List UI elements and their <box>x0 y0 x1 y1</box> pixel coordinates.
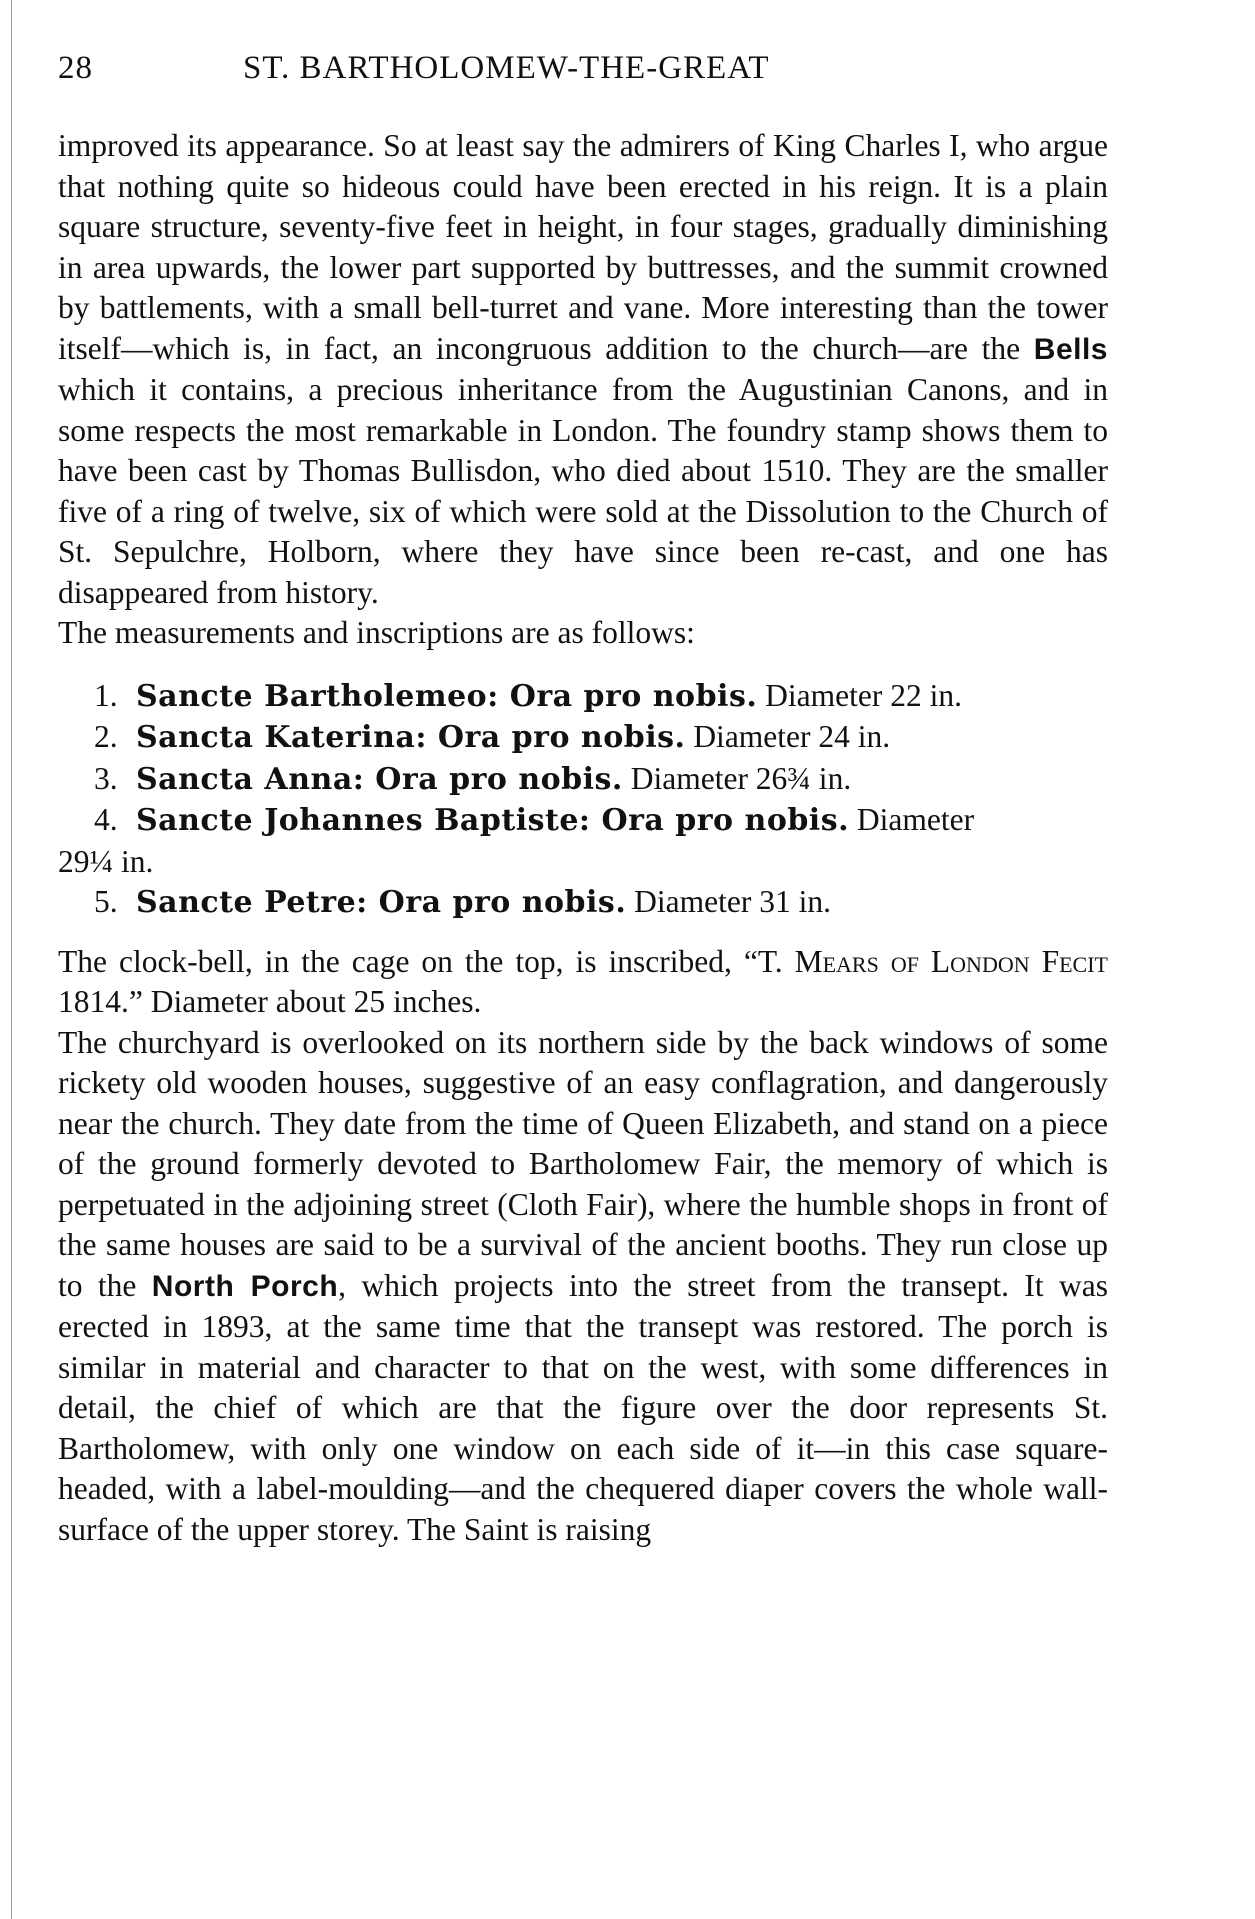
bell-inscription: Sancte Bartholemeo: Ora pro nobis. <box>136 678 758 714</box>
paragraph-churchyard <box>58 1023 1108 1551</box>
page-number: 28 <box>58 50 93 86</box>
bell-item-2 <box>58 717 1108 759</box>
bell-diameter: Diameter 26¾ in. <box>630 760 852 796</box>
bell-inscription: Sancte Johannes Baptiste: Ora pro nobis. <box>136 803 850 838</box>
bell-number: 4. <box>94 802 118 837</box>
bold-term-bells: Bells <box>1033 332 1108 366</box>
bell-number: 2. <box>94 719 118 754</box>
bell-diameter-continuation: 29¼ in. <box>58 843 154 879</box>
paragraph-text: improved its appearance. So at least say the admirers of King Charles I, who argue that nothing quite so hideous could have been erected in his reign. It is a plain square structure, seventy-five feet in height, in four stages, gradually diminishing in area upwards, the lower part supported by buttresses, and the summit crowned by battlements, with a small bell-turret and vane. More interesting than the tower itself—which is, in fact, an incongruous addition to the church—are the <box>58 128 1108 366</box>
clock-bell-text-rest: 1814.” Diameter about 25 inches. <box>58 984 482 1019</box>
bell-list <box>58 676 1108 924</box>
bell-item-3 <box>58 759 1108 801</box>
bell-number: 3. <box>94 760 118 796</box>
bell-inscription: Sancta Anna: Ora pro nobis. <box>136 761 623 797</box>
measurements-lead: The measurements and inscriptions are as follows: <box>58 615 695 650</box>
bell-diameter: Diameter 22 in. <box>765 677 962 713</box>
paragraph-text-rest: which it contains, a precious inheritance from the Augustinian Canons, and in some respects the most remarkable in London. The foundry stamp shows them to have been cast by Thomas Bullisdon, who died about 1510. They are the smaller five of a ring of twelve, six of which were sold at the Dissolution to the Church of St. Sepulchre, Holborn, where they have since been re-cast, and one has disappeared from history. <box>58 372 1108 610</box>
page-edge-rule <box>11 0 12 1919</box>
bell-inscription: Sancta Katerina: Ora pro nobis. <box>136 720 686 755</box>
paragraph-clock-bell <box>58 942 1108 1023</box>
bell-number: 5. <box>94 884 118 919</box>
bell-item-1 <box>58 676 1108 718</box>
bell-number: 1. <box>94 677 118 713</box>
book-page <box>58 50 1108 1550</box>
paragraph-bells-intro <box>58 126 1108 613</box>
running-title: ST. BARTHOLOMEW-THE-GREAT <box>243 50 770 86</box>
clock-bell-inscription: T. Mears of London Fecit <box>757 943 1108 979</box>
bell-diameter: Diameter 24 in. <box>693 719 891 754</box>
bell-diameter: Diameter 31 in. <box>634 884 831 919</box>
clock-bell-text: The clock-bell, in the cage on the top, is inscribed, “ <box>58 943 758 979</box>
bell-item-4 <box>58 800 1108 882</box>
paragraph-text: The churchyard is overlooked on its northern side by the back windows of some rickety old wooden houses, suggestive of an easy conflagration, and dangerously near the church. They date from the time of Queen Elizabeth, and stand on a piece of the ground formerly devoted to Bartholomew Fair, the memory of which is perpetuated in the adjoining street (Cloth Fair), where the humble shops in front of the same houses are said to be a survival of the ancient booths. They run close up to the <box>58 1024 1108 1303</box>
bell-diameter: Diameter <box>856 802 975 837</box>
running-head <box>58 50 1108 94</box>
bell-inscription: Sancte Petre: Ora pro nobis. <box>136 885 627 920</box>
paragraph-text-rest: , which projects into the street from the transept. It was erected in 1893, at the same time that the transept was restored. The porch is similar in material and character to that on the west, with some differences in detail, the chief of which are that the figure over the door represents St. Bartholomew, with only one window on each side of it—in this case square-headed, with a label-moulding—and the chequered diaper covers the whole wall-surface of the upper storey. The Saint is raising <box>58 1267 1108 1547</box>
bold-term-north-porch: North Porch <box>151 1269 339 1303</box>
bell-item-5 <box>58 882 1108 924</box>
